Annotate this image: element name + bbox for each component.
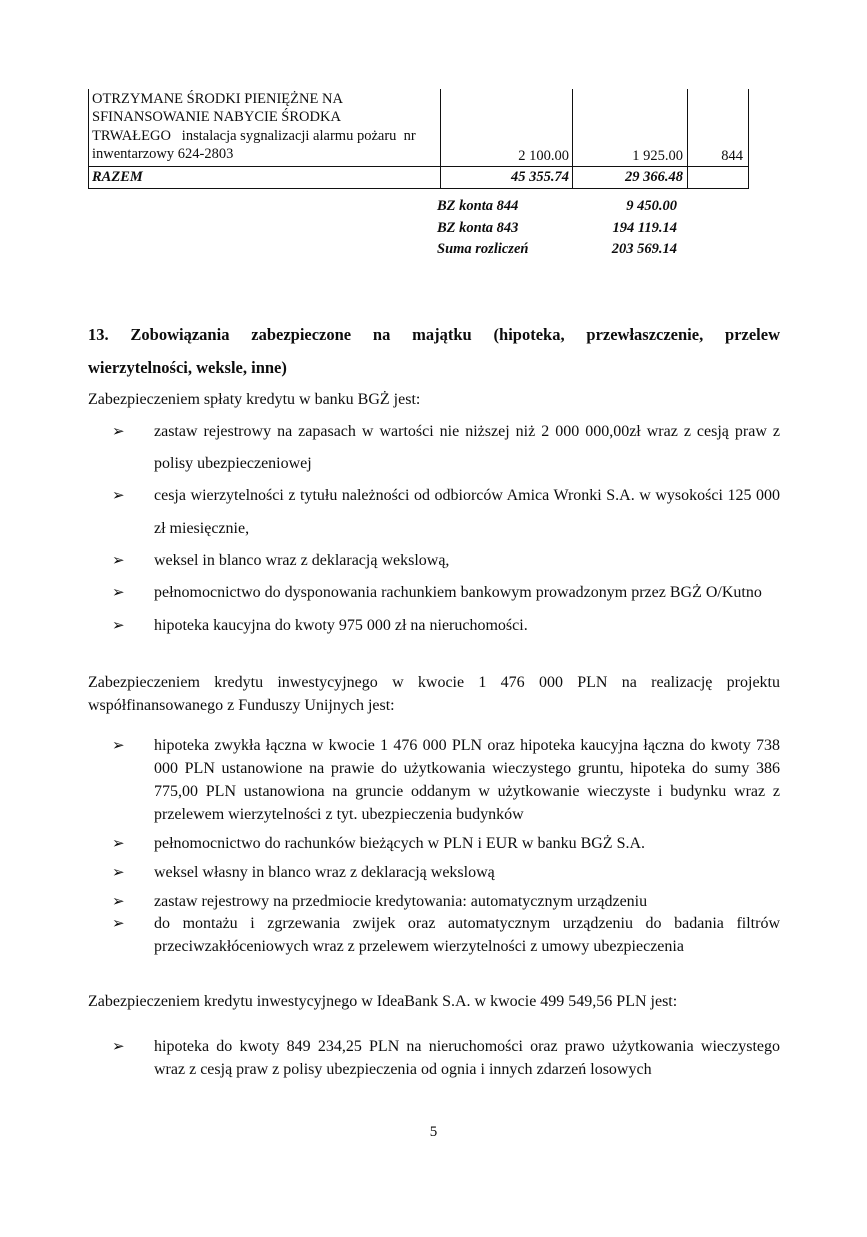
list-item xyxy=(88,480,780,545)
security-list-investment xyxy=(88,735,780,959)
list-item-text: pełnomocnictwo do dysponowania rachunkiem bankowym prowadzonym przez BGŻ O/Kutno xyxy=(154,584,762,602)
arrow-bullet-icon: ➢ xyxy=(112,1036,125,1055)
description-line-4: inwentarzowy 624-2803 xyxy=(92,146,234,163)
spacer xyxy=(88,965,780,991)
list-item-text: do montażu i zgrzewania zwijek oraz automatycznym urządzeniu do badania filtrów przeciwzakłóceniowych wraz z przelewem wierzytelności z umowy ubezpieczenia xyxy=(154,915,780,956)
arrow-bullet-icon: ➢ xyxy=(112,891,125,910)
description-line-3: TRWAŁEGO instalacja sygnalizacji alarmu pożaru nr xyxy=(92,127,416,144)
list-item xyxy=(88,735,780,827)
section-heading xyxy=(88,318,780,384)
table-row xyxy=(89,89,749,166)
paragraph-intro-2-line-2: współfinansowanego z Funduszy Unijnych jest: xyxy=(88,696,395,714)
list-item xyxy=(88,577,780,609)
paragraph-intro-2 xyxy=(88,672,780,717)
list-item xyxy=(88,913,780,959)
arrow-bullet-icon: ➢ xyxy=(112,833,125,852)
security-list-ideabank xyxy=(88,1036,780,1082)
table-total-row xyxy=(89,166,749,188)
summary-row xyxy=(437,220,677,242)
list-item-text: hipoteka zwykła łączna w kwocie 1 476 000 PLN oraz hipoteka kaucyjna łączna do kwoty 738 000 PLN ustanowione na prawie do użytkowania wieczystego gruntu, hipoteka do sumy 386 775,00 PLN ustanowiona na gruncie oddanym w użytkowanie wieczyste i budynku wraz z przelewem wierzytelności z tyt. ubezpieczenia budynków xyxy=(154,737,780,823)
arrow-bullet-icon: ➢ xyxy=(112,736,125,755)
description-line-1: OTRZYMANE ŚRODKI PIENIĘŻNE NA xyxy=(92,91,343,107)
arrow-bullet-icon: ➢ xyxy=(112,550,125,569)
section-heading-line-2: wierzytelności, weksle, inne) xyxy=(88,358,287,377)
list-item-text: pełnomocnictwo do rachunków bieżących w PLN i EUR w banku BGŻ S.A. xyxy=(154,834,646,852)
total-amount-a: 45 355.74 xyxy=(441,166,573,188)
summary-label: BZ konta 843 xyxy=(437,219,519,236)
table-cell-amount-b: 1 925.00 xyxy=(573,89,688,166)
financial-table-block xyxy=(88,89,748,189)
list-item-text: weksel in blanco wraz z deklaracją wekslową, xyxy=(154,551,450,569)
paragraph-intro-1: Zabezpieczeniem spłaty kredytu w banku BGŻ jest: xyxy=(88,391,421,408)
summary-row xyxy=(437,198,677,220)
list-item-text: hipoteka kaucyjna do kwoty 975 000 zł na nieruchomości. xyxy=(154,616,528,634)
security-list-bgz xyxy=(88,416,780,642)
summary-row xyxy=(437,241,677,263)
arrow-bullet-icon: ➢ xyxy=(112,615,125,634)
arrow-bullet-icon: ➢ xyxy=(112,914,125,933)
total-amount-b: 29 366.48 xyxy=(573,166,688,188)
summary-value: 203 569.14 xyxy=(611,241,677,257)
arrow-bullet-icon: ➢ xyxy=(112,862,125,881)
list-item-text: zastaw rejestrowy na zapasach w wartości nie niższej niż 2 000 000,00zł wraz z cesją praw z polisy ubezpieczeniowej xyxy=(154,422,780,472)
list-item xyxy=(88,1036,780,1082)
spacer xyxy=(88,642,780,672)
document-body xyxy=(88,318,780,1088)
table-cell-description xyxy=(89,89,441,166)
arrow-bullet-icon: ➢ xyxy=(112,583,125,602)
total-amount-c xyxy=(688,166,749,188)
description-line-2: SFINANSOWANIE NABYCIE ŚRODKA xyxy=(92,109,341,126)
paragraph-intro-2-line-1: Zabezpieczeniem kredytu inwestycyjnego w kwocie 1 476 000 PLN na realizację projektu xyxy=(88,673,780,691)
page-number: 5 xyxy=(429,1124,438,1140)
summary-label: Suma rozliczeń xyxy=(437,241,529,257)
spacer xyxy=(88,1014,780,1036)
table-cell-amount-a: 2 100.00 xyxy=(441,89,573,166)
paragraph-intro-3: Zabezpieczeniem kredytu inwestycyjnego w IdeaBank S.A. w kwocie 499 549,56 PLN jest: xyxy=(88,993,678,1011)
summary-value: 9 450.00 xyxy=(626,198,677,214)
list-item-text: hipoteka do kwoty 849 234,25 PLN na nieruchomości oraz prawo użytkowania wieczystego wraz z cesją praw z polisy ubezpieczenia od ognia i innych zdarzeń losowych xyxy=(154,1037,780,1078)
summary-block xyxy=(437,198,677,263)
arrow-bullet-icon: ➢ xyxy=(112,486,125,505)
arrow-bullet-icon: ➢ xyxy=(112,421,125,440)
list-item-text: cesja wierzytelności z tytułu należności od odbiorców Amica Wronki S.A. w wysokości 125 000 zł miesięcznie, xyxy=(154,487,780,537)
section-heading-line-1: 13. Zobowiązania zabezpieczone na majątku (hipoteka, przewłaszczenie, przelew xyxy=(88,325,780,344)
summary-label: BZ konta 844 xyxy=(437,198,519,214)
list-item-text: weksel własny in blanco wraz z deklaracją wekslową xyxy=(154,863,495,881)
table-cell-account-code: 844 xyxy=(688,89,749,166)
summary-value: 194 119.14 xyxy=(612,219,677,236)
list-item xyxy=(88,610,780,642)
list-item xyxy=(88,862,780,885)
list-item xyxy=(88,891,780,914)
total-label: RAZEM xyxy=(89,166,441,188)
spacer xyxy=(88,717,780,735)
list-item-text: zastaw rejestrowy na przedmiocie kredytowania: automatycznym urządzeniu xyxy=(154,892,648,910)
list-item xyxy=(88,416,780,481)
list-item xyxy=(88,833,780,856)
financial-table xyxy=(88,89,749,189)
list-item xyxy=(88,545,780,577)
